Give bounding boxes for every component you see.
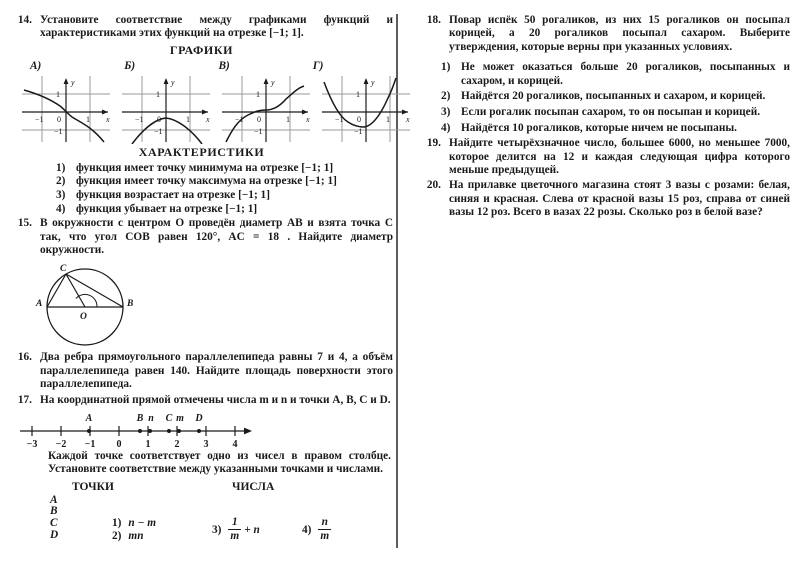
characteristic-item — [56, 162, 393, 176]
answers-list — [112, 495, 393, 541]
svg-text:1: 1 — [286, 114, 290, 124]
answer-1-value: n − m — [128, 516, 156, 529]
svg-text:O: O — [80, 312, 87, 323]
characteristics-heading: ХАРАКТЕРИСТИКИ — [138, 144, 265, 159]
graphs-heading: ГРАФИКИ — [169, 42, 234, 57]
option-item[interactable] — [441, 61, 790, 88]
problem-14 — [10, 14, 393, 41]
svg-text:D: D — [195, 413, 203, 425]
characteristic-item — [56, 175, 393, 189]
svg-text:y: y — [371, 77, 375, 87]
characteristic-marker: 1) — [56, 161, 66, 174]
svg-text:−1: −1 — [154, 126, 163, 136]
point-item-a: A — [50, 493, 58, 506]
problem-18-number: 18. — [426, 14, 441, 26]
points-list — [50, 495, 112, 541]
svg-text:0: 0 — [116, 439, 122, 450]
problem-15-number: 15. — [17, 217, 32, 230]
problem-20-text: На прилавке цветочного магазина стоят 3 вазы с розами: белая, синяя и красная. Слева от красной вазы 15 роз, справа от синей вазы 12 роз. Всего в вазах 22 розы. Сколько роз в белой вазе? — [449, 179, 790, 219]
answer-option-2[interactable] — [112, 530, 144, 542]
answer-3-marker: 3) — [212, 523, 222, 536]
characteristic-marker: 4) — [56, 202, 66, 215]
answer-2-marker: 2) — [112, 529, 122, 542]
graph-b-maximum — [116, 72, 216, 144]
svg-text:A: A — [36, 299, 43, 310]
svg-text:−1: −1 — [135, 114, 144, 124]
matching-body — [10, 495, 393, 541]
svg-text:1: 1 — [386, 114, 390, 124]
option-item[interactable] — [441, 90, 790, 104]
graphs-row — [10, 72, 410, 144]
svg-text:0: 0 — [157, 114, 161, 124]
svg-text:−1: −1 — [354, 126, 363, 136]
point-item-c: C — [50, 517, 58, 530]
characteristic-marker: 2) — [56, 175, 66, 188]
characteristic-item — [56, 189, 393, 203]
option-text: Если рогалик посыпан сахаром, то он посыпан и корицей. — [461, 106, 761, 118]
graph-v-increasing — [216, 72, 316, 144]
answer-option-1[interactable] — [112, 517, 156, 529]
option-marker: 4) — [441, 121, 451, 134]
problem-18-options — [419, 61, 790, 135]
svg-text:1: 1 — [145, 439, 151, 450]
problem-20-number: 20. — [426, 179, 441, 192]
characteristic-text: функция возрастает на отрезке [−1; 1] — [76, 189, 270, 201]
answer-3-numerator: 1 — [231, 515, 238, 528]
problem-19-number: 19. — [426, 137, 441, 150]
svg-text:B: B — [136, 413, 144, 425]
svg-text:−1: −1 — [235, 114, 244, 124]
svg-text:x: x — [206, 114, 210, 124]
problem-17-instruction: Каждой точке соответствует одно из чисел в правом столбце. Установите соответствие между указанными точками и числами. — [48, 450, 391, 476]
option-item[interactable] — [441, 106, 790, 120]
svg-text:A: A — [85, 413, 93, 425]
graph-label-b: Б) — [124, 59, 136, 72]
problem-16-text: Два ребра прямоугольного параллелепипеда равны 7 и 4, а объём параллелепипеда равен 140. Найдите площадь поверхности этого параллелепипеда. — [40, 351, 393, 391]
svg-text:−1: −1 — [54, 126, 63, 136]
graph-letters-row — [10, 60, 393, 72]
graph-label-g: Г) — [312, 59, 324, 72]
svg-text:0: 0 — [57, 114, 61, 124]
answer-4-numerator: n — [321, 515, 328, 528]
option-item[interactable] — [441, 122, 790, 136]
problem-16 — [10, 351, 393, 391]
problem-19 — [419, 137, 790, 177]
matching-headers — [10, 481, 393, 493]
svg-text:3: 3 — [203, 439, 209, 450]
graph-a-decreasing — [16, 72, 116, 144]
problem-18 — [419, 14, 790, 54]
problem-19-text: Найдите четырёхзначное число, большее 6000, но меньшее 7000, которое делится на 12 и каждая следующая цифра которого меньше предыдущей. — [449, 137, 790, 176]
problem-14-text: Установите соответствие между графиками функций и характеристиками этих функций на отрезке [−1; 1]. — [40, 14, 393, 40]
answer-4-denominator: m — [320, 529, 330, 542]
svg-text:x: x — [106, 114, 110, 124]
svg-text:1: 1 — [256, 89, 260, 99]
svg-text:1: 1 — [86, 114, 90, 124]
problem-15 — [10, 217, 393, 257]
point-item-b: B — [50, 505, 58, 518]
characteristic-text: функция имеет точку минимума на отрезке [−1; 1] — [76, 161, 334, 174]
answer-4-marker: 4) — [302, 523, 312, 536]
svg-text:C: C — [165, 413, 173, 425]
problem-20 — [419, 179, 790, 219]
option-text: Найдётся 20 рогаликов, посыпанных и сахаром, и корицей. — [461, 90, 766, 103]
option-text: Найдётся 10 рогаликов, которые ничем не посыпаны. — [461, 121, 737, 134]
number-line-figure — [10, 409, 393, 449]
graph-label-v: В) — [218, 59, 230, 72]
graph-label-a: А) — [30, 59, 42, 72]
problem-14-number: 14. — [17, 14, 32, 26]
point-item-d: D — [50, 528, 59, 541]
svg-text:1: 1 — [56, 89, 60, 99]
characteristics-list — [10, 162, 393, 216]
problem-18-text: Повар испёк 50 рогаликов, из них 15 рогаликов он посыпал корицей, а 20 рогаликов посыпал сахаром. Выберите утверждения, которые верны при указанных условиях. — [449, 14, 790, 53]
problem-16-number: 16. — [17, 351, 32, 364]
svg-text:1: 1 — [356, 89, 360, 99]
answer-option-4[interactable] — [302, 517, 331, 543]
svg-text:x: x — [306, 114, 310, 124]
characteristic-marker: 3) — [56, 189, 66, 201]
svg-text:−1: −1 — [35, 114, 44, 124]
points-heading: ТОЧКИ — [72, 480, 114, 493]
answer-3-denominator: m — [230, 529, 240, 542]
svg-text:−1: −1 — [84, 439, 96, 450]
svg-text:2: 2 — [174, 439, 180, 450]
option-text: Не может оказаться больше 20 рогаликов, посыпанных и сахаром, и корицей. — [461, 61, 790, 87]
problem-17 — [10, 394, 393, 407]
option-marker: 1) — [441, 61, 451, 74]
answer-option-3[interactable] — [212, 517, 260, 543]
option-marker: 2) — [441, 90, 451, 103]
svg-text:−3: −3 — [26, 439, 38, 450]
svg-text:y: y — [271, 77, 275, 87]
answer-2-value: mn — [128, 529, 144, 542]
answer-1-marker: 1) — [112, 516, 122, 529]
svg-text:B: B — [127, 299, 134, 310]
problem-15-text: В окружности с центром O проведён диаметр AB и взята точка C так, что угол COB равен 120°, AC = 18 . Найдите диаметр окружности. — [40, 217, 393, 256]
svg-text:y: y — [71, 77, 75, 87]
svg-text:x: x — [406, 114, 410, 124]
characteristic-text: функция имеет точку максимума на отрезке [−1; 1] — [76, 175, 337, 188]
left-column — [10, 14, 410, 566]
svg-text:−1: −1 — [254, 126, 263, 136]
numbers-heading: ЧИСЛА — [232, 480, 275, 493]
right-column — [403, 14, 790, 566]
answer-3-fraction — [228, 517, 241, 543]
svg-text:1: 1 — [156, 89, 160, 99]
answer-4-fraction — [318, 517, 331, 543]
characteristic-text: функция убывает на отрезке [−1; 1] — [76, 202, 258, 215]
svg-text:m: m — [176, 413, 184, 425]
problem-17-text: На координатной прямой отмечены числа m и n и точки A, B, C и D. — [40, 393, 391, 406]
svg-text:−2: −2 — [55, 439, 67, 450]
svg-text:4: 4 — [232, 439, 238, 450]
answer-3-tail: + n — [244, 523, 260, 536]
svg-text:−1: −1 — [335, 114, 344, 124]
svg-text:0: 0 — [357, 114, 361, 124]
svg-text:n: n — [148, 413, 154, 425]
graph-g-minimum — [316, 72, 416, 144]
svg-text:y: y — [171, 77, 175, 87]
option-marker: 3) — [441, 106, 451, 118]
svg-text:C: C — [60, 264, 67, 275]
characteristic-item — [56, 203, 393, 217]
circle-figure — [10, 261, 393, 349]
problem-17-number: 17. — [17, 393, 32, 406]
svg-text:1: 1 — [186, 114, 190, 124]
svg-text:0: 0 — [257, 114, 261, 124]
